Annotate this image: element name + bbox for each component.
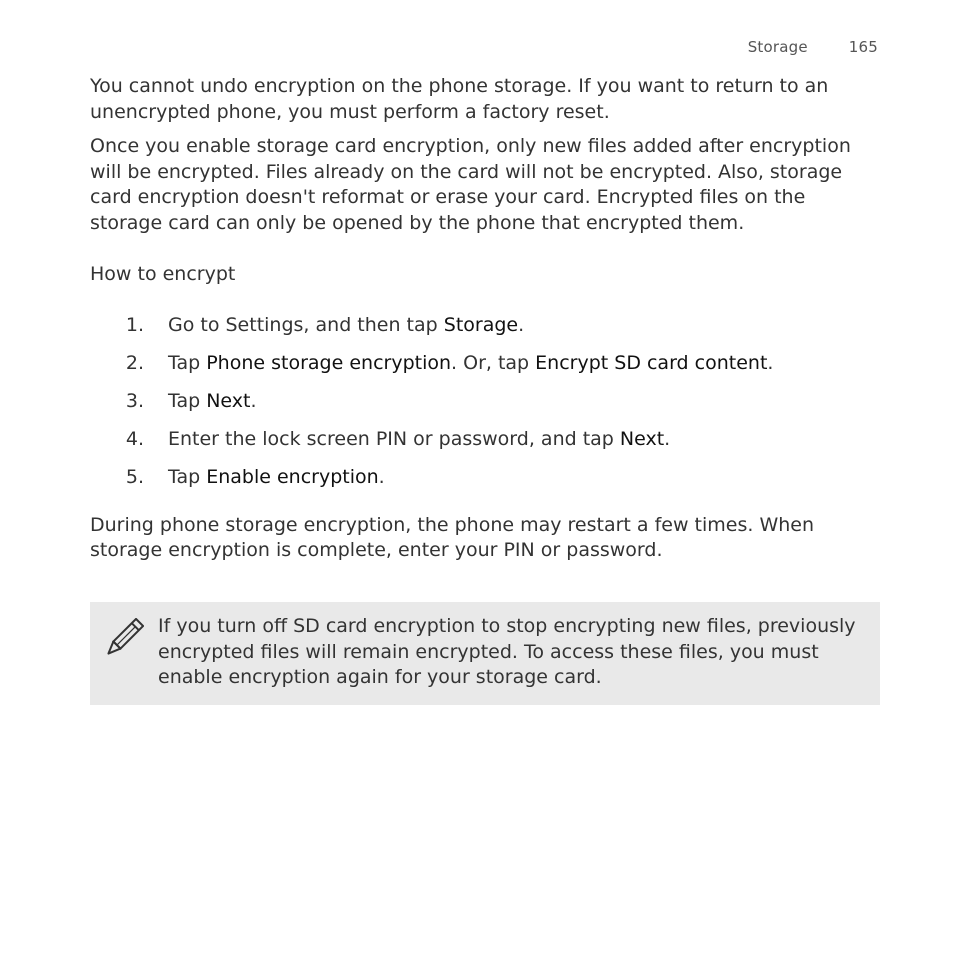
- paragraph-card-encryption: Once you enable storage card encryption, only new files added after encryption will be encrypted. Files already on the card will not be encrypted. Also, storage card encryption doesn't reformat or erase your card. Encrypted files on the storage card can only be opened by the phone that encrypted them.: [90, 135, 851, 234]
- step-text: .: [518, 313, 525, 336]
- step-2: [90, 351, 880, 389]
- page-content: [90, 74, 880, 564]
- ui-term: Next: [206, 389, 251, 412]
- step-text: .: [767, 351, 774, 374]
- step-1: [90, 313, 880, 351]
- ui-term: Enable encryption: [206, 465, 379, 488]
- ui-term: Phone storage encryption: [206, 351, 452, 374]
- header-section-title: Storage: [747, 38, 808, 56]
- step-number: 2.: [125, 351, 144, 374]
- step-3: [90, 389, 880, 427]
- pencil-icon: [104, 618, 144, 658]
- ui-term: Encrypt SD card content: [535, 351, 768, 374]
- step-text: .: [250, 389, 257, 412]
- step-5: [90, 465, 880, 503]
- step-4: [90, 427, 880, 465]
- section-heading: How to encrypt: [90, 263, 236, 285]
- steps-list: [90, 313, 880, 503]
- ui-term: Next: [619, 427, 665, 450]
- paragraph-restart-info: During phone storage encryption, the phone may restart a few times. When storage encryption is complete, enter your PIN or password.: [90, 513, 815, 561]
- step-text: Tap: [168, 465, 207, 488]
- note-text: If you turn off SD card encryption to stop encrypting new files, previously encrypted files will remain encrypted. To access these files, you must enable encryption again for your storage card.: [158, 615, 856, 688]
- step-text: Tap: [168, 351, 207, 374]
- step-text: Go to Settings, and then tap: [168, 313, 444, 336]
- paragraph-undo-warning: You cannot undo encryption on the phone storage. If you want to return to an unencrypted phone, you must perform a factory reset.: [90, 75, 829, 123]
- step-number: 4.: [125, 427, 144, 450]
- step-text: .: [378, 465, 385, 488]
- ui-term: Storage: [443, 313, 519, 336]
- step-text: . Or, tap: [451, 351, 536, 374]
- step-text: .: [664, 427, 671, 450]
- step-number: 5.: [125, 465, 144, 488]
- step-text: Tap: [168, 389, 207, 412]
- note-box: [90, 602, 880, 705]
- running-header: [748, 38, 878, 56]
- step-number: 1.: [125, 313, 144, 336]
- step-text: Enter the lock screen PIN or password, and tap: [168, 427, 620, 450]
- step-number: 3.: [125, 389, 144, 412]
- page-number: 165: [848, 38, 878, 56]
